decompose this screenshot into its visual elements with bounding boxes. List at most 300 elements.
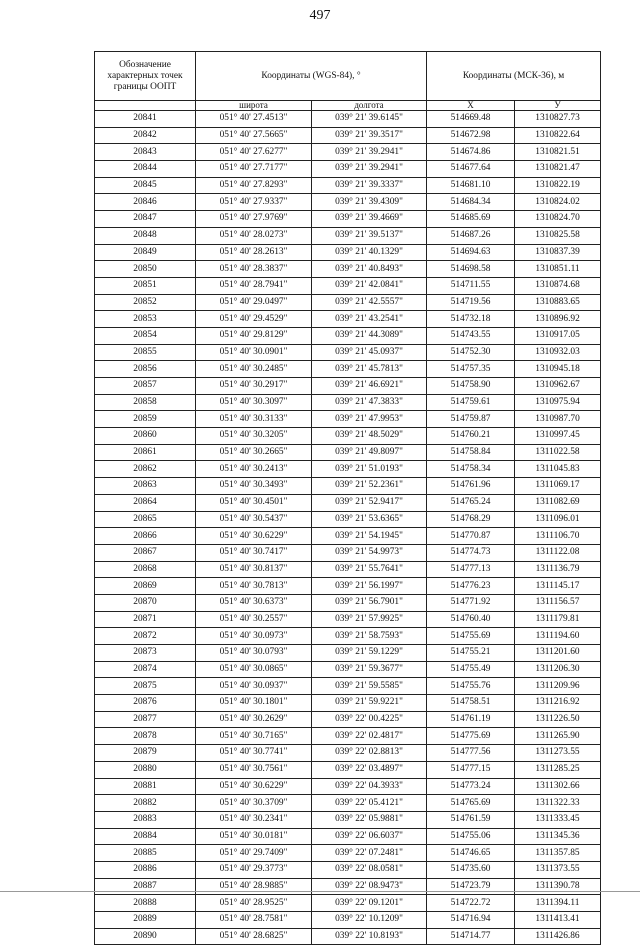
x-cell: 514723.79	[427, 878, 515, 895]
x-cell: 514777.13	[427, 561, 515, 578]
header-wgs84: Координаты (WGS-84), °	[196, 52, 427, 101]
x-cell: 514757.35	[427, 361, 515, 378]
point-id: 20867	[95, 544, 196, 561]
y-cell: 1311373.55	[515, 861, 601, 878]
x-cell: 514672.98	[427, 127, 515, 144]
latitude-cell: 051° 40' 30.3097"	[196, 394, 312, 411]
point-id: 20856	[95, 361, 196, 378]
point-id: 20877	[95, 711, 196, 728]
latitude-cell: 051° 40' 27.9337"	[196, 194, 312, 211]
latitude-cell: 051° 40' 30.3133"	[196, 411, 312, 428]
y-cell: 1310932.03	[515, 344, 601, 361]
point-id: 20876	[95, 695, 196, 712]
x-cell: 514761.96	[427, 478, 515, 495]
longitude-cell: 039° 21' 47.9953"	[312, 411, 427, 428]
point-id: 20869	[95, 578, 196, 595]
y-cell: 1311122.08	[515, 544, 601, 561]
longitude-cell: 039° 21' 39.2941"	[312, 161, 427, 178]
point-id: 20875	[95, 678, 196, 695]
point-id: 20843	[95, 144, 196, 161]
point-id: 20868	[95, 561, 196, 578]
table-row	[95, 277, 601, 294]
point-id: 20883	[95, 811, 196, 828]
longitude-cell: 039° 22' 08.9473"	[312, 878, 427, 895]
y-cell: 1310824.70	[515, 211, 601, 228]
y-cell: 1311345.36	[515, 828, 601, 845]
point-id: 20879	[95, 745, 196, 762]
x-cell: 514711.55	[427, 277, 515, 294]
table-row	[95, 211, 601, 228]
x-cell: 514773.24	[427, 778, 515, 795]
y-cell: 1311322.33	[515, 795, 601, 812]
point-id: 20857	[95, 378, 196, 395]
table-row	[95, 544, 601, 561]
x-cell: 514681.10	[427, 177, 515, 194]
point-id: 20861	[95, 444, 196, 461]
longitude-cell: 039° 21' 39.2941"	[312, 144, 427, 161]
table-row	[95, 678, 601, 695]
longitude-cell: 039° 22' 02.4817"	[312, 728, 427, 745]
x-cell: 514758.51	[427, 695, 515, 712]
point-id: 20854	[95, 327, 196, 344]
latitude-cell: 051° 40' 30.2629"	[196, 711, 312, 728]
point-id: 20845	[95, 177, 196, 194]
x-cell: 514687.26	[427, 227, 515, 244]
table-row	[95, 327, 601, 344]
latitude-cell: 051° 40' 30.3205"	[196, 428, 312, 445]
table-row	[95, 912, 601, 929]
y-cell: 1311390.78	[515, 878, 601, 895]
latitude-cell: 051° 40' 30.6229"	[196, 778, 312, 795]
table-row	[95, 695, 601, 712]
latitude-cell: 051° 40' 29.0497"	[196, 294, 312, 311]
longitude-cell: 039° 21' 56.1997"	[312, 578, 427, 595]
latitude-cell: 051° 40' 30.2557"	[196, 611, 312, 628]
table-row	[95, 261, 601, 278]
longitude-cell: 039° 21' 48.5029"	[312, 428, 427, 445]
point-id: 20846	[95, 194, 196, 211]
longitude-cell: 039° 21' 52.2361"	[312, 478, 427, 495]
x-cell: 514735.60	[427, 861, 515, 878]
latitude-cell: 051° 40' 30.2917"	[196, 378, 312, 395]
longitude-cell: 039° 21' 39.5137"	[312, 227, 427, 244]
x-cell: 514758.84	[427, 444, 515, 461]
longitude-cell: 039° 21' 59.3677"	[312, 661, 427, 678]
y-cell: 1310975.94	[515, 394, 601, 411]
y-cell: 1310896.92	[515, 311, 601, 328]
latitude-cell: 051° 40' 28.0273"	[196, 227, 312, 244]
latitude-cell: 051° 40' 27.6277"	[196, 144, 312, 161]
table-row	[95, 227, 601, 244]
y-cell: 1310822.64	[515, 127, 601, 144]
y-cell: 1310824.02	[515, 194, 601, 211]
y-cell: 1310837.39	[515, 244, 601, 261]
y-cell: 1311333.45	[515, 811, 601, 828]
x-cell: 514770.87	[427, 528, 515, 545]
table-row	[95, 795, 601, 812]
latitude-cell: 051° 40' 30.7813"	[196, 578, 312, 595]
longitude-cell: 039° 22' 02.8813"	[312, 745, 427, 762]
longitude-cell: 039° 22' 04.3933"	[312, 778, 427, 795]
y-cell: 1311209.96	[515, 678, 601, 695]
x-cell: 514755.21	[427, 645, 515, 662]
y-cell: 1311302.66	[515, 778, 601, 795]
latitude-cell: 051° 40' 30.7417"	[196, 544, 312, 561]
x-cell: 514677.64	[427, 161, 515, 178]
point-id: 20855	[95, 344, 196, 361]
latitude-cell: 051° 40' 30.3493"	[196, 478, 312, 495]
x-cell: 514759.61	[427, 394, 515, 411]
y-cell: 1310945.18	[515, 361, 601, 378]
longitude-cell: 039° 22' 10.8193"	[312, 928, 427, 945]
longitude-cell: 039° 21' 54.1945"	[312, 528, 427, 545]
x-cell: 514746.65	[427, 845, 515, 862]
longitude-cell: 039° 21' 58.7593"	[312, 628, 427, 645]
point-id: 20844	[95, 161, 196, 178]
longitude-cell: 039° 21' 40.8493"	[312, 261, 427, 278]
y-cell: 1310883.65	[515, 294, 601, 311]
x-cell: 514732.18	[427, 311, 515, 328]
table-row	[95, 428, 601, 445]
latitude-cell: 051° 40' 28.2613"	[196, 244, 312, 261]
longitude-cell: 039° 21' 42.0841"	[312, 277, 427, 294]
y-cell: 1311426.86	[515, 928, 601, 945]
longitude-cell: 039° 21' 39.3517"	[312, 127, 427, 144]
table-row	[95, 561, 601, 578]
longitude-cell: 039° 22' 08.0581"	[312, 861, 427, 878]
y-cell: 1310874.68	[515, 277, 601, 294]
table-row	[95, 578, 601, 595]
longitude-cell: 039° 22' 05.4121"	[312, 795, 427, 812]
y-cell: 1310821.47	[515, 161, 601, 178]
header-msk36: Координаты (МСК-36), м	[427, 52, 601, 101]
latitude-cell: 051° 40' 30.2413"	[196, 461, 312, 478]
y-cell: 1310821.51	[515, 144, 601, 161]
x-cell: 514743.55	[427, 327, 515, 344]
point-id: 20850	[95, 261, 196, 278]
point-id: 20886	[95, 861, 196, 878]
longitude-cell: 039° 21' 59.1229"	[312, 645, 427, 662]
longitude-cell: 039° 21' 39.4309"	[312, 194, 427, 211]
point-id: 20888	[95, 895, 196, 912]
header-y: У	[515, 101, 601, 111]
table-row	[95, 444, 601, 461]
longitude-cell: 039° 21' 44.3089"	[312, 327, 427, 344]
y-cell: 1311156.57	[515, 594, 601, 611]
table-row	[95, 811, 601, 828]
x-cell: 514775.69	[427, 728, 515, 745]
latitude-cell: 051° 40' 30.2341"	[196, 811, 312, 828]
table-row	[95, 244, 601, 261]
y-cell: 1310962.67	[515, 378, 601, 395]
table-row	[95, 878, 601, 895]
latitude-cell: 051° 40' 27.9769"	[196, 211, 312, 228]
longitude-cell: 039° 21' 46.6921"	[312, 378, 427, 395]
x-cell: 514674.86	[427, 144, 515, 161]
point-id: 20858	[95, 394, 196, 411]
longitude-cell: 039° 21' 39.3337"	[312, 177, 427, 194]
table-row	[95, 311, 601, 328]
latitude-cell: 051° 40' 28.6825"	[196, 928, 312, 945]
y-cell: 1311136.79	[515, 561, 601, 578]
longitude-cell: 039° 22' 09.1201"	[312, 895, 427, 912]
y-cell: 1311194.60	[515, 628, 601, 645]
longitude-cell: 039° 21' 53.6365"	[312, 511, 427, 528]
point-id: 20863	[95, 478, 196, 495]
point-id: 20847	[95, 211, 196, 228]
table-row	[95, 594, 601, 611]
x-cell: 514698.58	[427, 261, 515, 278]
longitude-cell: 039° 21' 45.7813"	[312, 361, 427, 378]
table-row	[95, 861, 601, 878]
x-cell: 514758.90	[427, 378, 515, 395]
x-cell: 514719.56	[427, 294, 515, 311]
table-row	[95, 778, 601, 795]
table-row	[95, 494, 601, 511]
latitude-cell: 051° 40' 27.7177"	[196, 161, 312, 178]
x-cell: 514768.29	[427, 511, 515, 528]
table-row	[95, 194, 601, 211]
point-id: 20864	[95, 494, 196, 511]
longitude-cell: 039° 21' 39.6145"	[312, 111, 427, 128]
point-id: 20882	[95, 795, 196, 812]
longitude-cell: 039° 22' 00.4225"	[312, 711, 427, 728]
header-latitude: широта	[196, 101, 312, 111]
x-cell: 514765.24	[427, 494, 515, 511]
latitude-cell: 051° 40' 30.1801"	[196, 695, 312, 712]
longitude-cell: 039° 21' 49.8097"	[312, 444, 427, 461]
y-cell: 1311265.90	[515, 728, 601, 745]
latitude-cell: 051° 40' 30.7561"	[196, 761, 312, 778]
x-cell: 514714.77	[427, 928, 515, 945]
point-id: 20842	[95, 127, 196, 144]
latitude-cell: 051° 40' 30.3709"	[196, 795, 312, 812]
header-empty	[95, 101, 196, 111]
y-cell: 1311179.81	[515, 611, 601, 628]
longitude-cell: 039° 21' 59.5585"	[312, 678, 427, 695]
point-id: 20873	[95, 645, 196, 662]
y-cell: 1311082.69	[515, 494, 601, 511]
point-id: 20860	[95, 428, 196, 445]
table-row	[95, 144, 601, 161]
latitude-cell: 051° 40' 30.6229"	[196, 528, 312, 545]
y-cell: 1310987.70	[515, 411, 601, 428]
latitude-cell: 051° 40' 30.2665"	[196, 444, 312, 461]
y-cell: 1311201.60	[515, 645, 601, 662]
table-row	[95, 161, 601, 178]
table-row	[95, 478, 601, 495]
point-id: 20871	[95, 611, 196, 628]
point-id: 20872	[95, 628, 196, 645]
latitude-cell: 051° 40' 30.6373"	[196, 594, 312, 611]
x-cell: 514684.34	[427, 194, 515, 211]
longitude-cell: 039° 22' 10.1209"	[312, 912, 427, 929]
y-cell: 1311226.50	[515, 711, 601, 728]
longitude-cell: 039° 21' 45.0937"	[312, 344, 427, 361]
table-row	[95, 294, 601, 311]
coordinates-table	[94, 51, 601, 945]
latitude-cell: 051° 40' 28.9525"	[196, 895, 312, 912]
point-id: 20865	[95, 511, 196, 528]
table-row	[95, 711, 601, 728]
y-cell: 1311357.85	[515, 845, 601, 862]
x-cell: 514685.69	[427, 211, 515, 228]
latitude-cell: 051° 40' 30.5437"	[196, 511, 312, 528]
latitude-cell: 051° 40' 27.5665"	[196, 127, 312, 144]
x-cell: 514771.92	[427, 594, 515, 611]
y-cell: 1311096.01	[515, 511, 601, 528]
y-cell: 1311394.11	[515, 895, 601, 912]
x-cell: 514760.21	[427, 428, 515, 445]
header-x: X	[427, 101, 515, 111]
longitude-cell: 039° 21' 42.5557"	[312, 294, 427, 311]
point-id: 20874	[95, 661, 196, 678]
y-cell: 1311413.41	[515, 912, 601, 929]
latitude-cell: 051° 40' 30.0793"	[196, 645, 312, 662]
point-id: 20852	[95, 294, 196, 311]
page-number: 497	[309, 8, 331, 23]
latitude-cell: 051° 40' 30.0181"	[196, 828, 312, 845]
table-row	[95, 111, 601, 128]
table-row	[95, 745, 601, 762]
x-cell: 514758.34	[427, 461, 515, 478]
x-cell: 514755.76	[427, 678, 515, 695]
point-id: 20862	[95, 461, 196, 478]
latitude-cell: 051° 40' 28.7581"	[196, 912, 312, 929]
latitude-cell: 051° 40' 27.8293"	[196, 177, 312, 194]
table-row	[95, 845, 601, 862]
latitude-cell: 051° 40' 29.3773"	[196, 861, 312, 878]
point-id: 20889	[95, 912, 196, 929]
table-row	[95, 461, 601, 478]
point-id: 20881	[95, 778, 196, 795]
latitude-cell: 051° 40' 30.8137"	[196, 561, 312, 578]
longitude-cell: 039° 21' 56.7901"	[312, 594, 427, 611]
x-cell: 514759.87	[427, 411, 515, 428]
x-cell: 514694.63	[427, 244, 515, 261]
x-cell: 514755.49	[427, 661, 515, 678]
table-row	[95, 828, 601, 845]
latitude-cell: 051° 40' 30.4501"	[196, 494, 312, 511]
y-cell: 1311022.58	[515, 444, 601, 461]
x-cell: 514777.56	[427, 745, 515, 762]
y-cell: 1310822.19	[515, 177, 601, 194]
table-row	[95, 645, 601, 662]
point-id: 20878	[95, 728, 196, 745]
longitude-cell: 039° 21' 57.9925"	[312, 611, 427, 628]
longitude-cell: 039° 21' 39.4669"	[312, 211, 427, 228]
point-id: 20851	[95, 277, 196, 294]
y-cell: 1310997.45	[515, 428, 601, 445]
x-cell: 514761.59	[427, 811, 515, 828]
x-cell: 514777.15	[427, 761, 515, 778]
table-row	[95, 344, 601, 361]
point-id: 20849	[95, 244, 196, 261]
x-cell: 514761.19	[427, 711, 515, 728]
latitude-cell: 051° 40' 28.7941"	[196, 277, 312, 294]
table-row	[95, 394, 601, 411]
table-row	[95, 611, 601, 628]
y-cell: 1311206.30	[515, 661, 601, 678]
table-row	[95, 628, 601, 645]
x-cell: 514669.48	[427, 111, 515, 128]
table-row	[95, 127, 601, 144]
y-cell: 1310827.73	[515, 111, 601, 128]
point-id: 20870	[95, 594, 196, 611]
point-id: 20859	[95, 411, 196, 428]
y-cell: 1311216.92	[515, 695, 601, 712]
latitude-cell: 051° 40' 29.8129"	[196, 327, 312, 344]
y-cell: 1311106.70	[515, 528, 601, 545]
latitude-cell: 051° 40' 28.3837"	[196, 261, 312, 278]
latitude-cell: 051° 40' 30.0865"	[196, 661, 312, 678]
x-cell: 514760.40	[427, 611, 515, 628]
x-cell: 514765.69	[427, 795, 515, 812]
y-cell: 1311045.83	[515, 461, 601, 478]
table-row	[95, 511, 601, 528]
longitude-cell: 039° 22' 06.6037"	[312, 828, 427, 845]
longitude-cell: 039° 22' 05.9881"	[312, 811, 427, 828]
point-id: 20880	[95, 761, 196, 778]
table-row	[95, 728, 601, 745]
longitude-cell: 039° 21' 47.3833"	[312, 394, 427, 411]
x-cell: 514722.72	[427, 895, 515, 912]
x-cell: 514755.06	[427, 828, 515, 845]
y-cell: 1310917.05	[515, 327, 601, 344]
x-cell: 514776.23	[427, 578, 515, 595]
header-point-designation: Обозначение характерных точек границы ООПТ	[95, 52, 196, 101]
x-cell: 514774.73	[427, 544, 515, 561]
longitude-cell: 039° 21' 54.9973"	[312, 544, 427, 561]
longitude-cell: 039° 21' 55.7641"	[312, 561, 427, 578]
header-longitude: долгота	[312, 101, 427, 111]
y-cell: 1310851.11	[515, 261, 601, 278]
table-row	[95, 378, 601, 395]
point-id: 20866	[95, 528, 196, 545]
longitude-cell: 039° 21' 40.1329"	[312, 244, 427, 261]
y-cell: 1311145.17	[515, 578, 601, 595]
table-row	[95, 928, 601, 945]
y-cell: 1310825.58	[515, 227, 601, 244]
longitude-cell: 039° 21' 52.9417"	[312, 494, 427, 511]
page-bottom-rule	[0, 891, 640, 892]
longitude-cell: 039° 21' 51.0193"	[312, 461, 427, 478]
latitude-cell: 051° 40' 29.4529"	[196, 311, 312, 328]
table-row	[95, 895, 601, 912]
table-row	[95, 761, 601, 778]
x-cell: 514752.30	[427, 344, 515, 361]
longitude-cell: 039° 21' 59.9221"	[312, 695, 427, 712]
table-body	[95, 111, 601, 945]
latitude-cell: 051° 40' 30.0973"	[196, 628, 312, 645]
point-id: 20885	[95, 845, 196, 862]
table-row	[95, 528, 601, 545]
latitude-cell: 051° 40' 30.0901"	[196, 344, 312, 361]
x-cell: 514716.94	[427, 912, 515, 929]
point-id: 20841	[95, 111, 196, 128]
table-row	[95, 661, 601, 678]
latitude-cell: 051° 40' 30.0937"	[196, 678, 312, 695]
x-cell: 514755.69	[427, 628, 515, 645]
latitude-cell: 051° 40' 28.9885"	[196, 878, 312, 895]
latitude-cell: 051° 40' 30.2485"	[196, 361, 312, 378]
y-cell: 1311069.17	[515, 478, 601, 495]
table-row	[95, 177, 601, 194]
longitude-cell: 039° 22' 03.4897"	[312, 761, 427, 778]
y-cell: 1311273.55	[515, 745, 601, 762]
point-id: 20884	[95, 828, 196, 845]
point-id: 20887	[95, 878, 196, 895]
